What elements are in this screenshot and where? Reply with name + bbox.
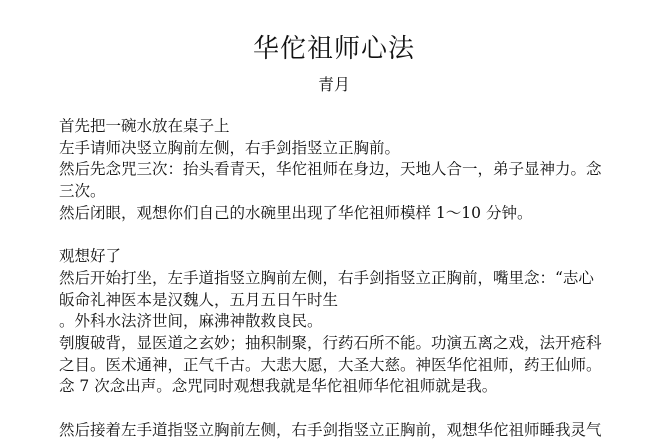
body-line: 之目。医术通神，正气千古。大悲大愿，大圣大慈。神医华佗祖师，药王仙师。 bbox=[59, 355, 602, 374]
body-line: 刳腹破背，显医道之玄妙；抽积制聚，行药石所不能。功演五离之戏，法开疮科 bbox=[59, 333, 602, 352]
body-line: 观想好了 bbox=[59, 247, 122, 266]
body-line: 三次。 bbox=[59, 182, 106, 201]
paragraph-spacer bbox=[59, 398, 644, 420]
body-line: 左手请师决竖立胸前左侧，右手剑指竖立正胸前。 bbox=[59, 138, 401, 157]
body-line: 然后开始打坐，左手道指竖立胸前左侧，右手剑指竖立正胸前，嘴里念：“志心 bbox=[59, 268, 594, 287]
document-title: 华佗祖师心法 bbox=[252, 34, 415, 64]
body-line: 然后闭眼，观想你们自己的水碗里出现了华佗祖师模样 1～10 分钟。 bbox=[59, 203, 533, 222]
body-line: 首先把一碗水放在桌子上 bbox=[59, 117, 230, 135]
body-line: 皈命礼神医本是汉魏人，五月五日午时生 bbox=[59, 290, 339, 309]
document-author: 青月 bbox=[317, 75, 350, 94]
body-line: 。外科水法济世间，麻沸神散救良民。 bbox=[59, 312, 323, 331]
body-line: 念 7 次念出声。念咒同时观想我就是华佗祖师华佗祖师就是我。 bbox=[59, 377, 498, 396]
paragraph-spacer bbox=[59, 224, 644, 246]
body-line: 然后接着左手道指竖立胸前左侧，右手剑指竖立正胸前，观想华佗祖师睡我灵气 bbox=[59, 420, 602, 439]
document-body bbox=[59, 116, 644, 441]
body-line: 然后先念咒三次：抬头看青天，华佗祖师在身边，天地人合一，弟子显神力。念 bbox=[59, 160, 602, 179]
